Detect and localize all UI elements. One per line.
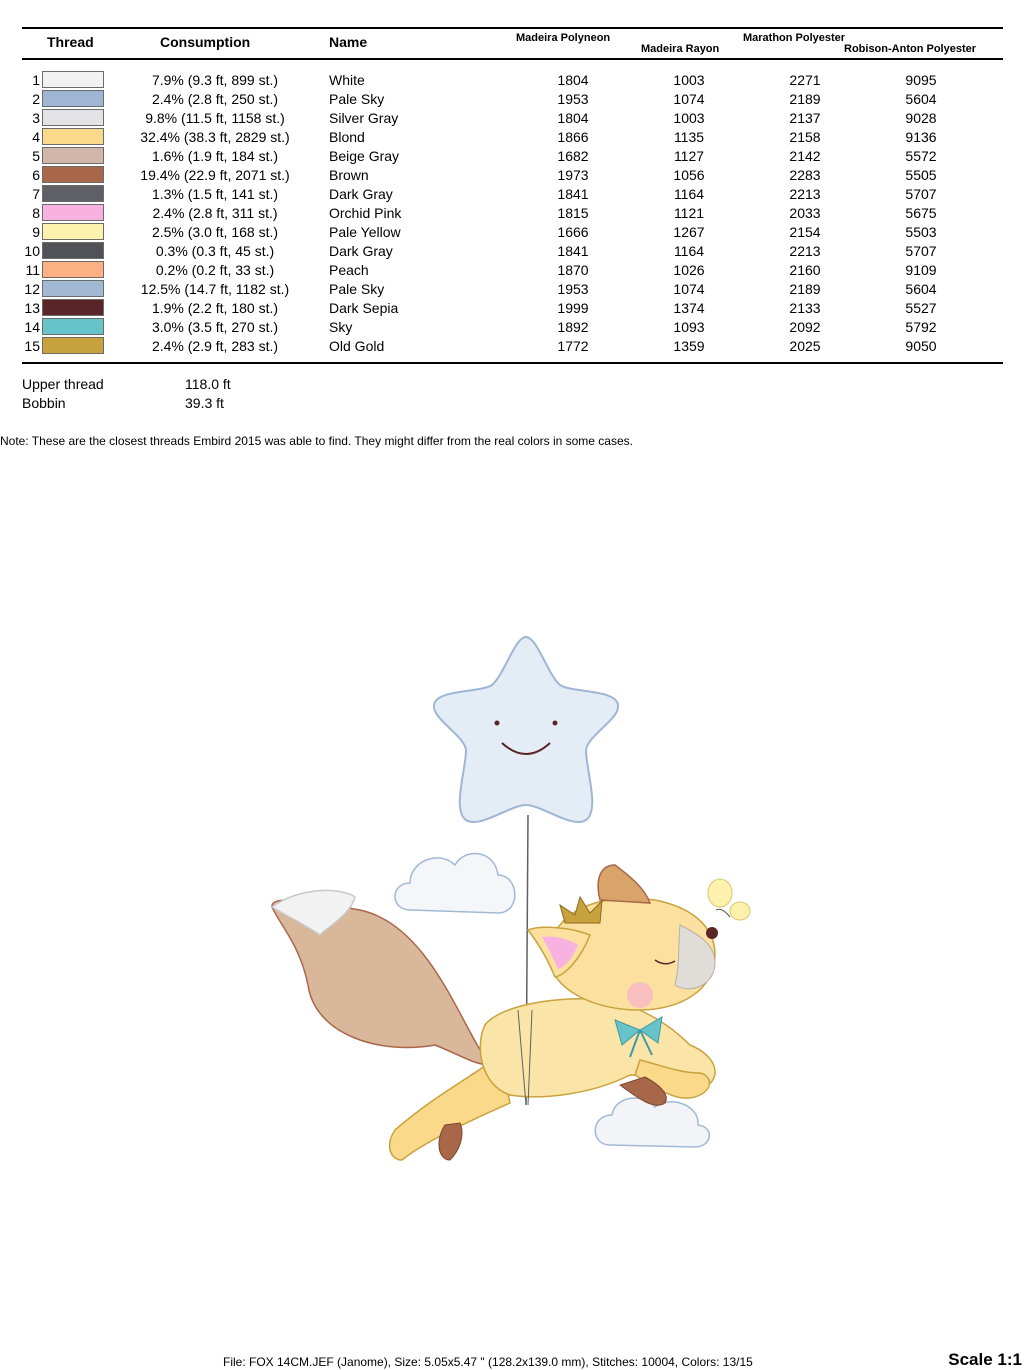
madeira-polyneon-code: 1841 [557,243,589,259]
robison-anton-code: 5675 [905,205,937,221]
file-info-footer: File: FOX 14CM.JEF (Janome), Size: 5.05x5.47 " (128.2x139.0 mm), Stitches: 10004, Colors: 13/15 [223,1355,753,1369]
marathon-polyester-code: 2137 [789,110,821,126]
madeira-polyneon-code: 1973 [557,167,589,183]
madeira-polyneon-code: 1804 [557,72,589,88]
thread-name: Peach [329,262,369,278]
marathon-polyester-code: 2271 [789,72,821,88]
header-consumption: Consumption [160,34,251,50]
robison-anton-code: 5707 [905,243,937,259]
thread-color-swatch [42,90,104,107]
thread-row [0,184,1024,203]
madeira-polyneon-code: 1892 [557,319,589,335]
robison-anton-code: 5527 [905,300,937,316]
thread-name: Old Gold [329,338,385,354]
robison-anton-code: 5604 [905,91,937,107]
thread-color-swatch [42,147,104,164]
marathon-polyester-code: 2092 [789,319,821,335]
marathon-polyester-code: 2142 [789,148,821,164]
table-bottom-rule [22,362,1003,364]
thread-number: 9 [32,224,40,240]
thread-number: 12 [24,281,40,297]
header-marathon-polyester: Marathon Polyester [743,32,846,44]
thread-name: White [329,72,365,88]
madeira-rayon-code: 1164 [673,186,705,202]
madeira-rayon-code: 1074 [673,91,705,107]
robison-anton-code: 5792 [905,319,937,335]
thread-consumption: 12.5% (14.7 ft, 1182 st.) [140,281,290,297]
header-madeira-polyneon: Madeira Polyneon [516,32,611,44]
marathon-polyester-code: 2213 [789,186,821,202]
thread-consumption: 1.3% (1.5 ft, 141 st.) [151,186,279,202]
madeira-polyneon-code: 1866 [557,129,589,145]
robison-anton-code: 5572 [905,148,937,164]
thread-color-swatch [42,261,104,278]
thread-color-swatch [42,299,104,316]
table-top-rule [22,27,1003,29]
thread-number: 15 [24,338,40,354]
madeira-rayon-code: 1074 [673,281,705,297]
madeira-rayon-code: 1003 [673,72,705,88]
madeira-rayon-code: 1164 [673,243,705,259]
thread-name: Blond [329,129,365,145]
thread-consumption: 2.4% (2.8 ft, 311 st.) [152,205,278,221]
thread-consumption: 19.4% (22.9 ft, 2071 st.) [140,167,290,183]
thread-consumption: 2.4% (2.9 ft, 283 st.) [151,338,279,354]
robison-anton-code: 9136 [905,129,937,145]
marathon-polyester-code: 2133 [789,300,821,316]
thread-row [0,298,1024,317]
bobbin-value: 39.3 ft [185,395,224,411]
marathon-polyester-code: 2160 [789,262,821,278]
robison-anton-code: 9095 [905,72,937,88]
upper-thread-label: Upper thread [22,376,104,392]
thread-number: 11 [25,262,40,278]
robison-anton-code: 5503 [905,224,937,240]
robison-anton-code: 5604 [905,281,937,297]
thread-consumption: 7.9% (9.3 ft, 899 st.) [151,72,279,88]
thread-name: Pale Sky [329,91,385,107]
madeira-rayon-code: 1026 [673,262,705,278]
madeira-rayon-code: 1374 [673,300,705,316]
madeira-polyneon-code: 1772 [557,338,589,354]
thread-row [0,146,1024,165]
thread-name: Dark Sepia [329,300,399,316]
bobbin-label: Bobbin [22,395,66,411]
robison-anton-code: 9109 [905,262,937,278]
thread-number: 7 [32,186,40,202]
thread-row [0,70,1024,89]
scale-label: Scale 1:1 [948,1350,1022,1369]
thread-name: Silver Gray [329,110,399,126]
thread-row [0,165,1024,184]
thread-name: Pale Sky [329,281,385,297]
thread-row [0,241,1024,260]
robison-anton-code: 5505 [905,167,937,183]
robison-anton-code: 9050 [905,338,937,354]
thread-row [0,279,1024,298]
madeira-polyneon-code: 1666 [557,224,589,240]
marathon-polyester-code: 2154 [789,224,821,240]
thread-consumption: 1.6% (1.9 ft, 184 st.) [151,148,279,164]
madeira-rayon-code: 1003 [673,110,705,126]
thread-color-swatch [42,128,104,145]
thread-row [0,222,1024,241]
disclaimer-note: Note: These are the closest threads Embird 2015 was able to find. They might differ from the real colors in some cases. [0,434,633,448]
embroidery-preview-fox-balloon [260,625,760,1170]
thread-number: 4 [32,129,40,145]
madeira-polyneon-code: 1953 [557,91,589,107]
thread-name: Dark Gray [329,186,393,202]
thread-row [0,336,1024,355]
madeira-polyneon-code: 1870 [557,262,589,278]
thread-color-swatch [42,185,104,202]
madeira-polyneon-code: 1841 [557,186,589,202]
header-thread: Thread [47,34,94,50]
thread-row [0,317,1024,336]
thread-name: Beige Gray [329,148,400,164]
thread-color-swatch [42,223,104,240]
thread-number: 1 [32,72,40,88]
thread-consumption: 0.2% (0.2 ft, 33 st.) [155,262,275,278]
thread-consumption: 0.3% (0.3 ft, 45 st.) [155,243,275,259]
header-name: Name [329,34,368,50]
thread-number: 8 [32,205,40,221]
marathon-polyester-code: 2283 [789,167,821,183]
marathon-polyester-code: 2033 [789,205,821,221]
madeira-rayon-code: 1056 [673,167,705,183]
thread-consumption: 9.8% (11.5 ft, 1158 st.) [145,110,285,126]
thread-row [0,108,1024,127]
marathon-polyester-code: 2025 [789,338,821,354]
madeira-polyneon-code: 1815 [557,205,589,221]
thread-row [0,89,1024,108]
madeira-rayon-code: 1121 [673,205,705,221]
thread-number: 2 [32,91,40,107]
thread-color-swatch [42,242,104,259]
thread-number: 10 [24,243,40,259]
robison-anton-code: 9028 [905,110,937,126]
marathon-polyester-code: 2158 [789,129,821,145]
thread-color-swatch [42,337,104,354]
thread-number: 5 [32,148,40,164]
thread-row [0,203,1024,222]
robison-anton-code: 5707 [905,186,937,202]
thread-color-swatch [42,166,104,183]
thread-name: Pale Yellow [329,224,401,240]
madeira-rayon-code: 1093 [673,319,705,335]
thread-name: Orchid Pink [329,205,402,221]
thread-row [0,260,1024,279]
thread-color-swatch [42,109,104,126]
thread-color-swatch [42,71,104,88]
madeira-polyneon-code: 1682 [557,148,589,164]
thread-consumption: 3.0% (3.5 ft, 270 st.) [151,319,279,335]
thread-color-swatch [42,280,104,297]
thread-consumption: 1.9% (2.2 ft, 180 st.) [151,300,279,316]
thread-name: Brown [329,167,369,183]
thread-consumption: 2.4% (2.8 ft, 250 st.) [151,91,279,107]
thread-number: 6 [32,167,40,183]
marathon-polyester-code: 2189 [789,281,821,297]
upper-thread-value: 118.0 ft [185,376,231,392]
header-robison-anton: Robison-Anton Polyester [844,43,977,55]
thread-number: 14 [24,319,40,335]
madeira-rayon-code: 1135 [673,129,705,145]
madeira-rayon-code: 1359 [673,338,705,354]
thread-color-swatch [42,204,104,221]
thread-number: 3 [32,110,40,126]
madeira-rayon-code: 1127 [673,148,705,164]
header-madeira-rayon: Madeira Rayon [641,43,720,55]
header-bottom-rule [22,58,1003,60]
marathon-polyester-code: 2213 [789,243,821,259]
thread-row [0,127,1024,146]
thread-consumption: 2.5% (3.0 ft, 168 st.) [151,224,279,240]
marathon-polyester-code: 2189 [789,91,821,107]
madeira-polyneon-code: 1804 [557,110,589,126]
madeira-polyneon-code: 1999 [557,300,589,316]
thread-name: Sky [329,319,353,335]
thread-color-swatch [42,318,104,335]
madeira-polyneon-code: 1953 [557,281,589,297]
madeira-rayon-code: 1267 [673,224,705,240]
thread-name: Dark Gray [329,243,393,259]
thread-consumption: 32.4% (38.3 ft, 2829 st.) [140,129,290,145]
thread-number: 13 [24,300,40,316]
